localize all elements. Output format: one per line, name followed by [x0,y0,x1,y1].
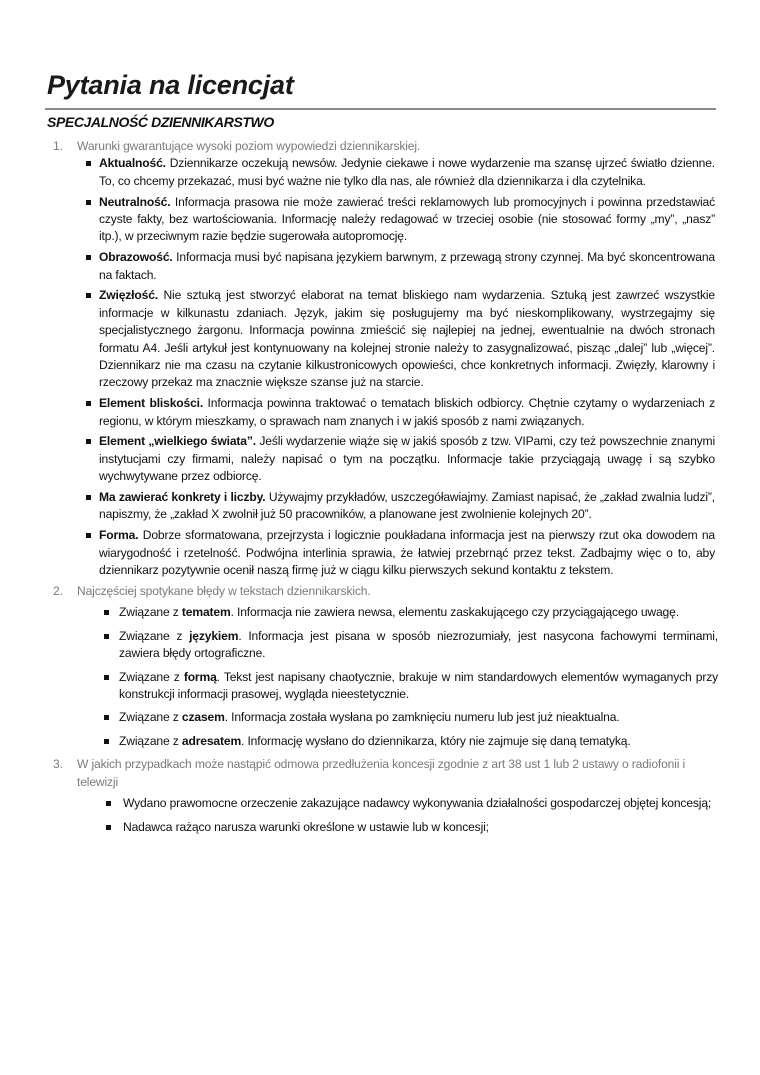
question-text: Warunki gwarantujące wysoki poziom wypowiedzi dziennikarskiej. [77,139,421,153]
page-title: Pytania na licencjat [47,70,294,100]
list-item: Zwięzłość. Nie sztuką jest stworzyć elaborat na temat bliskiego nam wydarzenia. Sztuką jest zawrzeć wszystkie informacje w kilkunastu zdaniach. Język, jakim się posługujemy ma być nieskomplikowany, wystrzegajmy się specjalistycznego żargonu. Informacja powinna zmieścić się najlepiej na jednej, ewentualnie na dwóch stronach formatu A4. Jeśli artykuł jest kontynuowany na kolejnej stronie należy to zasygnalizować, pisząc „dalej” lub „więcej”. Dziennikarz nie ma czasu na czytanie kilkustronicowych opowieści, chce konkretnych informacji. Zwięzły, klarowny i rzeczowy przekaz ma znacznie większe szanse już na starcie. [0,287,760,391]
list-item: Neutralność. Informacja prasowa nie może zawierać treści reklamowych lub promocyjnych i powinna przedstawiać czyste fakty, bez wartościowania. Informację należy redagować w trzeciej osobie (nie stosować formy „my”, „nasz” itp.), w przeciwnym razie będzie sugerowała autopromocję. [0,194,760,246]
question-3 [0,756,760,837]
answer-list [0,604,760,750]
list-item: Forma. Dobrze sformatowana, przejrzysta i logicznie poukładana informacja jest na pierwszy rzut oka dowodem na wiarygodność i rzetelność. Podwójna interlinia sprawia, że łatwiej przebrnąć przez tekst. Zadbajmy więc o to, aby dziennikarz pozytywnie ocenił naszą firmę już w ciągu kilku pierwszych sekund kontaktu z tekstem. [0,527,760,579]
question-heading [0,583,760,600]
question-text: W jakich przypadkach może nastąpić odmowa przedłużenia koncesji zgodnie z art 38 ust 1 lub 2 ustawy o radiofonii i telewizji [77,757,686,789]
answer-list [0,795,760,837]
bullet-icon [104,675,109,680]
list-item: Związane z czasem. Informacja została wysłana po zamknięciu numeru lub jest już nieaktualna. [0,709,760,726]
list-item: Element bliskości. Informacja powinna traktować o tematach bliskich odbiorcy. Chętnie czytamy o wydarzeniach z regionu, w którym mieszkamy, o sprawach nam znanych i w jakiś sposób z nami związanych. [0,395,760,430]
bullet-icon [106,825,111,830]
bullet-icon [86,495,91,500]
section-subtitle: SPECJALNOŚĆ DZIENNIKARSTWO [47,114,274,130]
question-list [0,138,760,844]
list-item: Związane z formą. Tekst jest napisany chaotycznie, brakuje w nim standardowych elementów wymaganych przy konstrukcji informacji prasowej, wygląda nieestetycznie. [0,669,760,704]
answer-list [0,155,760,579]
question-number: 2. [53,583,63,598]
bullet-icon [104,610,109,615]
question-text: Najczęściej spotykane błędy w tekstach dziennikarskich. [77,583,371,598]
list-item: Związane z adresatem. Informację wysłano do dziennikarza, który nie zajmuje się daną tematyką. [0,733,760,750]
bullet-icon [86,200,91,205]
bullet-icon [86,533,91,538]
question-1 [0,138,760,579]
list-item: Element „wielkiego świata”. Jeśli wydarzenie wiąże się w jakiś sposób z tzw. VIPami, czy też powszechnie znanymi instytucjami czy firmami, należy napisać o tym na początku. Informacje takie przyciągają uwagę i są szybko wychwytywane przez odbiorcę. [0,433,760,485]
list-item: Aktualność. Dziennikarze oczekują newsów. Jedynie ciekawe i nowe wydarzenie ma szansę ujrzeć światło dzienne. To, co chcemy przekazać, musi być ważne nie tylko dla nas, ale również dla dziennikarza i dla czytelnika. [0,155,760,190]
bullet-icon [104,634,109,639]
list-item: Wydano prawomocne orzeczenie zakazujące nadawcy wykonywania działalności gospodarczej objętej koncesją; [0,795,760,812]
list-item: Ma zawierać konkrety i liczby. Używajmy przykładów, uszczegóławiajmy. Zamiast napisać, że „zakład zwalnia ludzi”, napiszmy, że „zakład X zwolnił już 50 pracowników, a planowane jest zwolnienie kolejnych 20”. [0,489,760,524]
bullet-icon [104,739,109,744]
bullet-icon [106,801,111,806]
list-item: Nadawca rażąco narusza warunki określone w ustawie lub w koncesji; [0,819,760,836]
bullet-icon [86,439,91,444]
title-divider [45,108,716,110]
question-heading [0,138,760,155]
question-2 [0,583,760,750]
question-heading [0,756,760,791]
bullet-icon [86,401,91,406]
list-item: Związane z tematem. Informacja nie zawiera newsa, elementu zaskakującego czy przyciągającego uwagę. [0,604,760,621]
bullet-icon [104,715,109,720]
question-number: 3. [53,757,63,772]
bullet-icon [86,161,91,166]
bullet-icon [86,293,91,298]
question-number: 1. [53,139,63,153]
list-item: Związane z językiem. Informacja jest pisana w sposób niezrozumiały, jest nasycona fachowymi terminami, zawiera błędy ortograficzne. [0,628,760,663]
list-item: Obrazowość. Informacja musi być napisana językiem barwnym, z przewagą strony czynnej. Ma być skoncentrowana na faktach. [0,249,760,284]
bullet-icon [86,255,91,260]
